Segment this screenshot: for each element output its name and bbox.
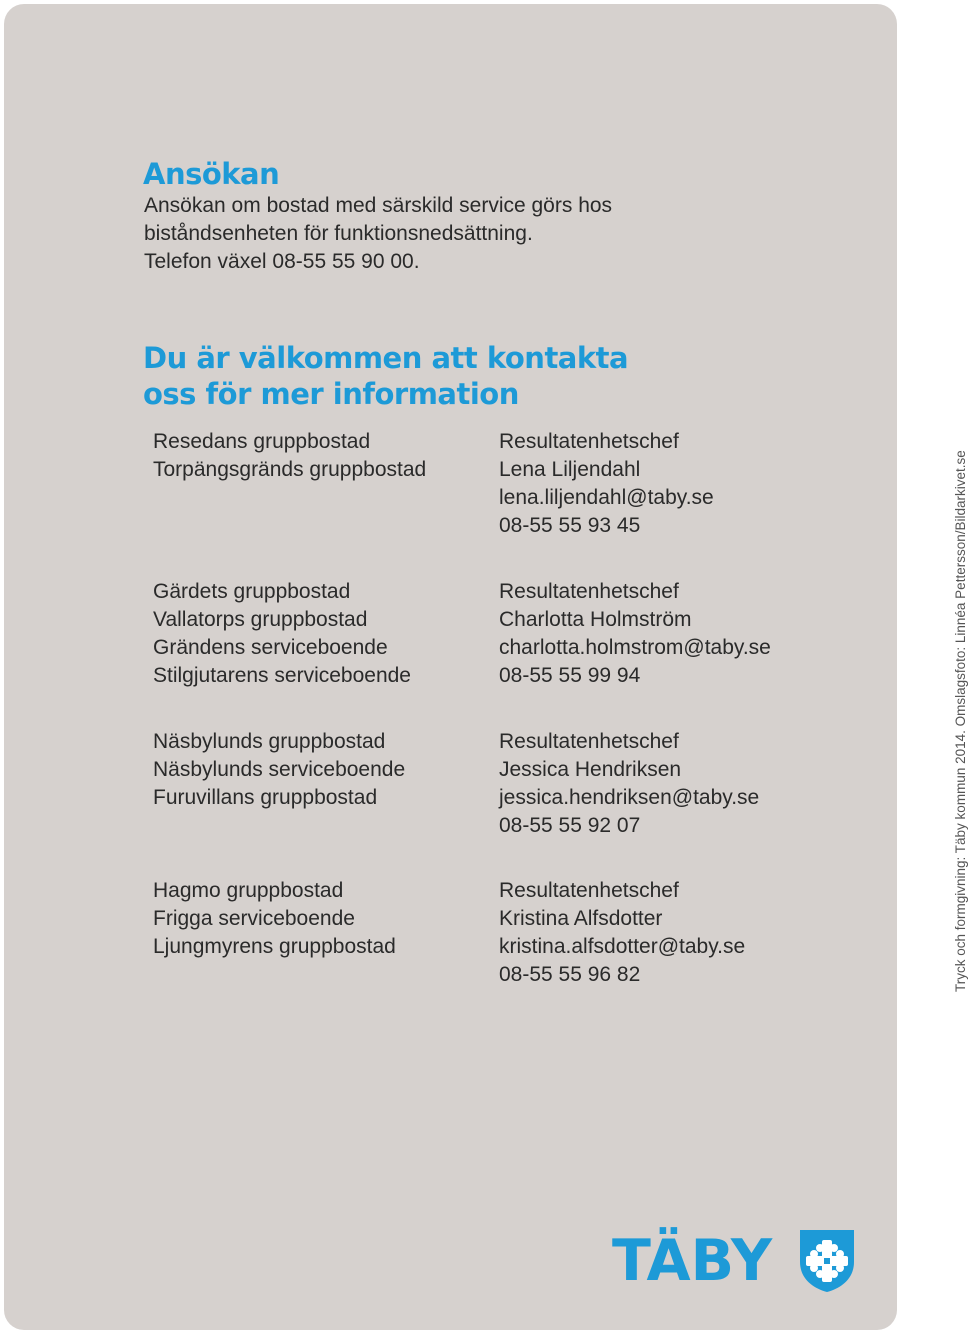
contact-phone: 08-55 55 93 45 [499, 514, 641, 537]
print-credit: Tryck och formgivning: Täby kommun 2014. Omslagsfoto: Linnéa Pettersson/Bildarkivet.se [953, 450, 968, 992]
contact-phone: 08-55 55 96 82 [499, 963, 641, 986]
contact-card-3 [499, 728, 759, 840]
contact-name: Jessica Hendriksen [499, 758, 682, 781]
ansokan-line: biståndsenheten för funktionsnedsättning. [144, 222, 533, 245]
ansokan-line: Telefon växel 08-55 55 90 00. [144, 250, 420, 273]
contact-role: Resultatenhetschef [499, 430, 679, 453]
contact-role: Resultatenhetschef [499, 730, 679, 753]
unit-list-2 [153, 578, 411, 690]
contact-email[interactable]: kristina.alfsdotter@taby.se [499, 935, 746, 958]
unit-name: Gärdets gruppbostad [153, 580, 351, 603]
contact-email[interactable]: lena.liljendahl@taby.se [499, 486, 714, 509]
unit-name: Näsbylunds gruppbostad [153, 730, 386, 753]
contact-role: Resultatenhetschef [499, 580, 679, 603]
welcome-heading [143, 340, 628, 412]
contact-name: Charlotta Holmström [499, 608, 692, 631]
unit-name: Resedans gruppbostad [153, 430, 371, 453]
taby-shield-icon [798, 1228, 856, 1294]
contact-role: Resultatenhetschef [499, 879, 679, 902]
ansokan-heading: Ansökan [143, 157, 280, 191]
unit-name: Grändens serviceboende [153, 636, 388, 659]
ansokan-text [144, 192, 612, 276]
taby-logo [612, 1228, 856, 1294]
contact-email[interactable]: charlotta.holmstrom@taby.se [499, 636, 771, 659]
unit-name: Hagmo gruppbostad [153, 879, 344, 902]
ansokan-line: Ansökan om bostad med särskild service görs hos [144, 194, 613, 217]
unit-name: Frigga serviceboende [153, 907, 355, 930]
unit-name: Torpängsgränds gruppbostad [153, 458, 427, 481]
welcome-heading-line: Du är välkommen att kontakta [143, 341, 629, 375]
contact-card-1 [499, 428, 714, 540]
contact-name: Kristina Alfsdotter [499, 907, 663, 930]
contact-phone: 08-55 55 92 07 [499, 814, 641, 837]
unit-list-1 [153, 428, 426, 484]
contact-email[interactable]: jessica.hendriksen@taby.se [499, 786, 760, 809]
contact-phone: 08-55 55 99 94 [499, 664, 641, 687]
welcome-heading-line: oss för mer information [143, 377, 519, 411]
unit-list-3 [153, 728, 405, 812]
unit-name: Stilgjutarens serviceboende [153, 664, 411, 687]
unit-name: Näsbylunds serviceboende [153, 758, 406, 781]
contact-name: Lena Liljendahl [499, 458, 641, 481]
logo-text: TÄBY [612, 1228, 773, 1294]
unit-name: Vallatorps gruppbostad [153, 608, 368, 631]
unit-name: Ljungmyrens gruppbostad [153, 935, 396, 958]
contact-card-2 [499, 578, 771, 690]
unit-list-4 [153, 877, 396, 961]
unit-name: Furuvillans gruppbostad [153, 786, 378, 809]
contact-card-4 [499, 877, 745, 989]
